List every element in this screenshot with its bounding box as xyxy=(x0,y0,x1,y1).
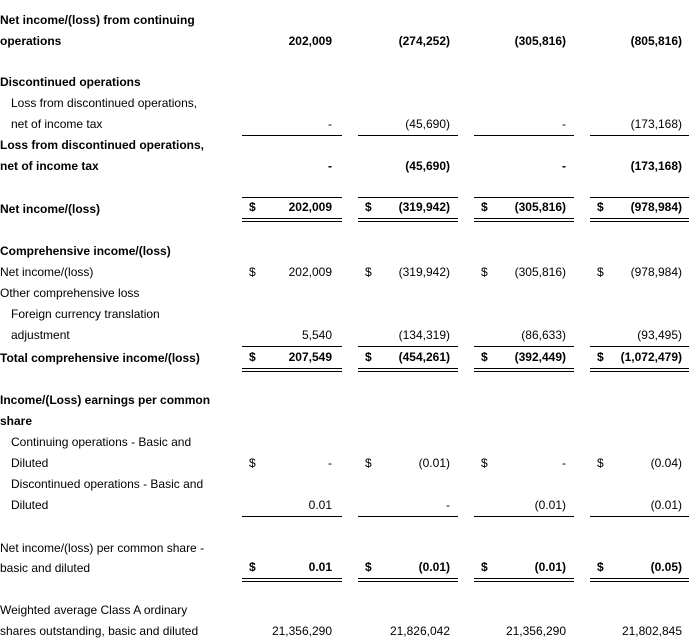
comp-net-value-1: 202,009 xyxy=(288,265,332,279)
wavg-label-2: shares outstanding, basic and diluted xyxy=(0,624,199,638)
rule xyxy=(590,516,689,517)
eps-cont-label-2: Diluted xyxy=(11,456,49,470)
eps-disc-value-2: - xyxy=(446,498,450,512)
eps-disc-value-3: (0.01) xyxy=(534,498,566,512)
comp-net-value-3: (305,816) xyxy=(514,265,566,279)
total-comp-value-3: (392,449) xyxy=(514,350,566,364)
currency-symbol: $ xyxy=(365,456,372,470)
eps-net-value-3: (0.01) xyxy=(534,560,566,574)
double-rule xyxy=(590,578,689,582)
eps-disc-value-1: 0.01 xyxy=(308,498,332,512)
double-rule xyxy=(474,578,574,582)
double-rule xyxy=(358,368,458,372)
net-income-label: Net income/(loss) xyxy=(0,202,101,216)
currency-symbol: $ xyxy=(481,200,488,214)
comp-net-value-4: (978,984) xyxy=(630,265,682,279)
comp-net-value-2: (319,942) xyxy=(398,265,450,279)
discontinued-header: Discontinued operations xyxy=(0,75,141,89)
currency-symbol: $ xyxy=(249,456,256,470)
net-income-value-2: (319,942) xyxy=(398,200,450,214)
rule xyxy=(474,516,574,517)
disc-total-label-2: net of income tax xyxy=(0,159,99,173)
net-income-value-4: (978,984) xyxy=(630,200,682,214)
currency-symbol: $ xyxy=(481,350,488,364)
disc-total-value-4: (173,168) xyxy=(630,159,682,173)
eps-cont-value-1: - xyxy=(328,456,332,470)
currency-symbol: $ xyxy=(365,560,372,574)
continuing-value-2: (274,252) xyxy=(398,34,450,48)
fx-value-4: (93,495) xyxy=(637,328,682,342)
eps-net-value-4: (0.05) xyxy=(650,560,682,574)
disc-loss-value-2: (45,690) xyxy=(405,117,450,131)
total-comp-value-4: (1,072,479) xyxy=(620,350,682,364)
currency-symbol: $ xyxy=(481,265,488,279)
currency-symbol: $ xyxy=(597,560,604,574)
rule xyxy=(358,516,458,517)
eps-disc-label-1: Discontinued operations - Basic and xyxy=(11,477,204,491)
fx-label-1: Foreign currency translation xyxy=(11,307,160,321)
currency-symbol: $ xyxy=(365,350,372,364)
eps-net-value-1: 0.01 xyxy=(308,560,332,574)
eps-disc-label-2: Diluted xyxy=(11,498,49,512)
eps-header-2: share xyxy=(0,414,33,428)
currency-symbol: $ xyxy=(365,265,372,279)
continuing-value-4: (805,816) xyxy=(630,34,682,48)
currency-symbol: $ xyxy=(249,350,256,364)
fx-value-2: (134,319) xyxy=(398,328,450,342)
disc-total-value-1: - xyxy=(328,159,332,173)
double-rule xyxy=(590,218,689,222)
eps-cont-value-2: (0.01) xyxy=(418,456,450,470)
double-rule xyxy=(242,218,342,222)
continuing-value-3: (305,816) xyxy=(514,34,566,48)
fx-value-3: (86,633) xyxy=(521,328,566,342)
double-rule xyxy=(358,218,458,222)
fx-value-1: 5,540 xyxy=(301,328,332,342)
disc-total-value-3: - xyxy=(562,159,566,173)
continuing-label-1: Net income/(loss) from continuing xyxy=(0,13,195,27)
comprehensive-header: Comprehensive income/(loss) xyxy=(0,244,171,258)
total-comp-value-1: 207,549 xyxy=(288,350,332,364)
rule xyxy=(474,135,574,136)
disc-loss-label-1: Loss from discontinued operations, xyxy=(11,96,198,110)
oci-header: Other comprehensive loss xyxy=(0,286,140,300)
double-rule xyxy=(242,368,342,372)
fx-label-2: adjustment xyxy=(11,328,70,342)
wavg-label-1: Weighted average Class A ordinary xyxy=(0,603,188,617)
double-rule xyxy=(474,368,574,372)
disc-loss-value-3: - xyxy=(562,117,566,131)
disc-loss-label-2: net of income tax xyxy=(11,117,103,131)
total-comp-label: Total comprehensive income/(loss) xyxy=(0,351,200,365)
double-rule xyxy=(590,368,689,372)
disc-loss-value-1: - xyxy=(328,117,332,131)
double-rule xyxy=(358,578,458,582)
net-income-value-3: (305,816) xyxy=(514,200,566,214)
currency-symbol: $ xyxy=(597,456,604,470)
comp-net-label: Net income/(loss) xyxy=(0,265,94,279)
wavg-value-4: 21,802,845 xyxy=(621,624,682,638)
currency-symbol: $ xyxy=(249,200,256,214)
continuing-label-2: operations xyxy=(0,34,62,48)
currency-symbol: $ xyxy=(597,350,604,364)
eps-disc-value-4: (0.01) xyxy=(650,498,682,512)
currency-symbol: $ xyxy=(481,456,488,470)
wavg-value-3: 21,356,290 xyxy=(505,624,566,638)
net-income-value-1: 202,009 xyxy=(288,200,332,214)
currency-symbol: $ xyxy=(597,265,604,279)
currency-symbol: $ xyxy=(249,265,256,279)
eps-cont-value-3: - xyxy=(562,456,566,470)
currency-symbol: $ xyxy=(481,560,488,574)
currency-symbol: $ xyxy=(365,200,372,214)
rule xyxy=(242,516,342,517)
disc-loss-value-4: (173,168) xyxy=(630,117,682,131)
double-rule xyxy=(242,578,342,582)
rule xyxy=(358,135,458,136)
rule xyxy=(590,135,689,136)
currency-symbol: $ xyxy=(597,200,604,214)
wavg-value-1: 21,356,290 xyxy=(271,624,332,638)
currency-symbol: $ xyxy=(249,560,256,574)
disc-total-value-2: (45,690) xyxy=(405,159,450,173)
rule xyxy=(242,135,342,136)
continuing-value-1: 202,009 xyxy=(288,34,332,48)
eps-net-label-2: basic and diluted xyxy=(0,561,91,575)
eps-header-1: Income/(Loss) earnings per common xyxy=(0,393,211,407)
eps-cont-label-1: Continuing operations - Basic and xyxy=(11,435,192,449)
eps-net-label-1: Net income/(loss) per common share - xyxy=(0,541,205,555)
eps-net-value-2: (0.01) xyxy=(418,560,450,574)
total-comp-value-2: (454,261) xyxy=(398,350,450,364)
wavg-value-2: 21,826,042 xyxy=(389,624,450,638)
eps-cont-value-4: (0.04) xyxy=(650,456,682,470)
double-rule xyxy=(474,218,574,222)
disc-total-label-1: Loss from discontinued operations, xyxy=(0,138,205,152)
